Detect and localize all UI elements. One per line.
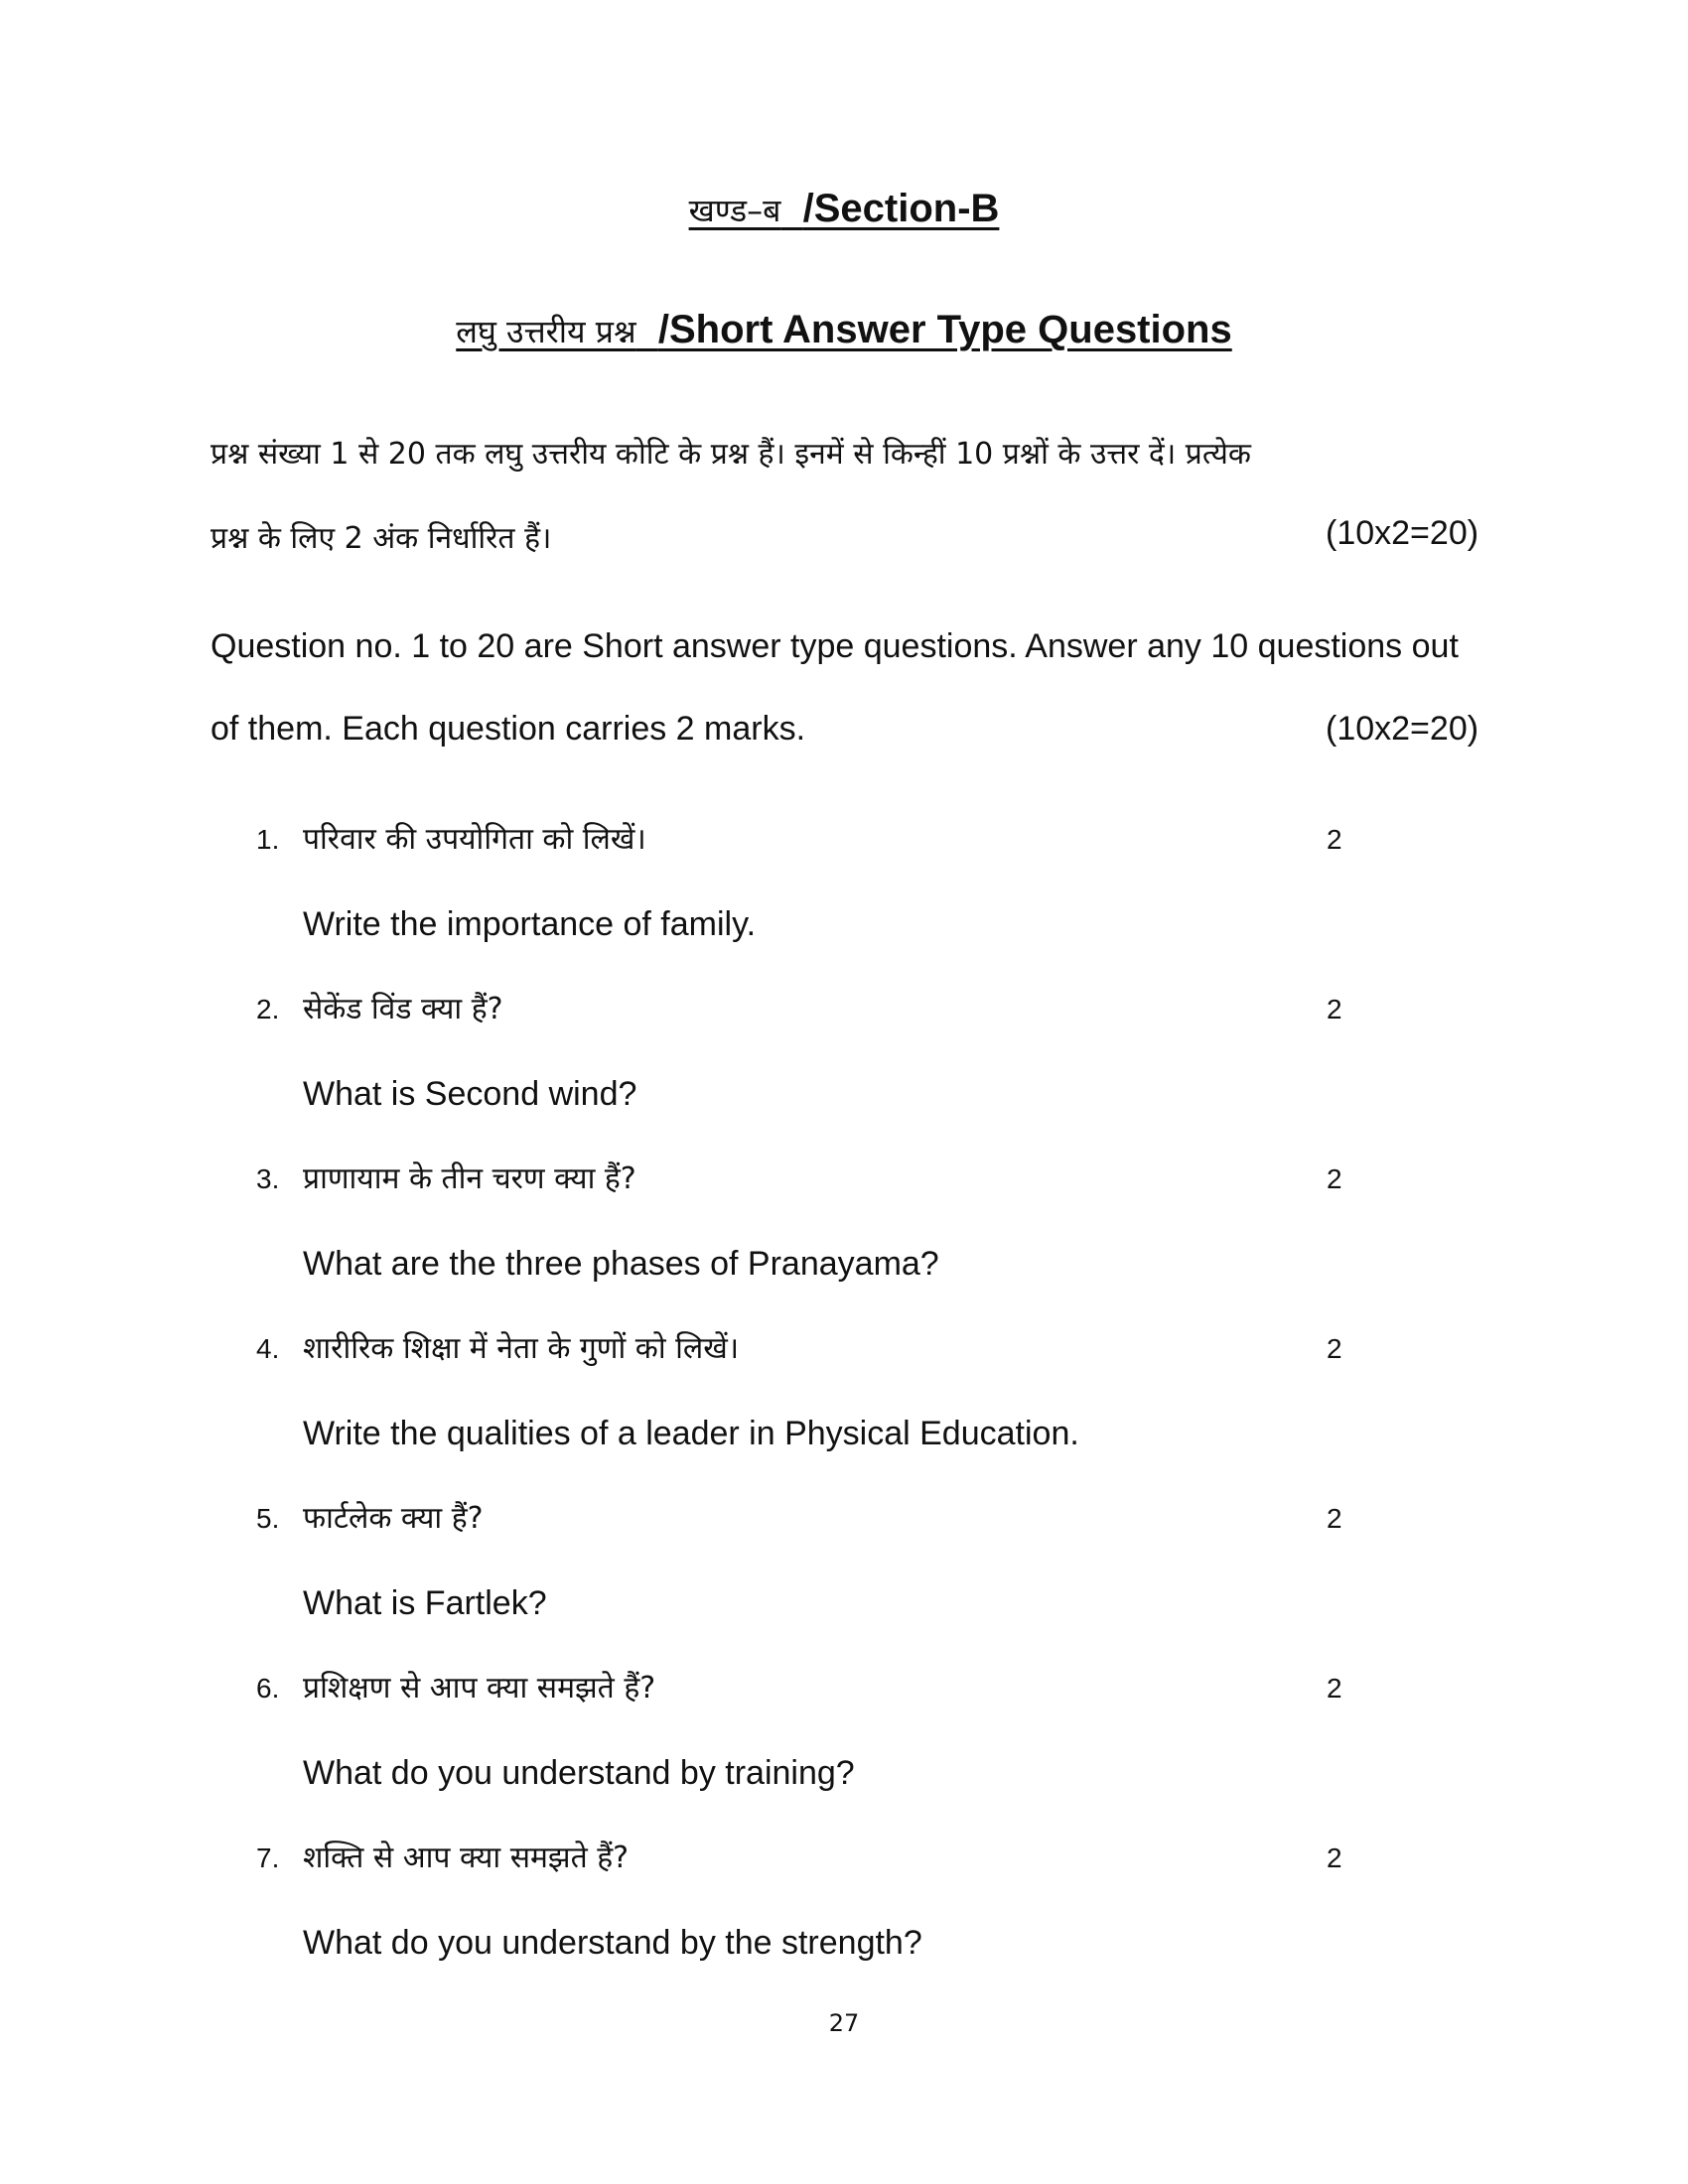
instructions-english-line1: Question no. 1 to 20 are Short answer type questions. Answer any 10 questions out bbox=[211, 627, 1459, 665]
question-english: What do you understand by training? bbox=[303, 1754, 855, 1792]
question-marks: 2 bbox=[1327, 1673, 1342, 1704]
question-english: What do you understand by the strength? bbox=[303, 1924, 922, 1962]
section-heading-hindi: खण्ड–ब bbox=[688, 192, 781, 229]
section-heading bbox=[0, 187, 1688, 231]
question-number: 1. bbox=[256, 824, 280, 855]
question-marks: 2 bbox=[1327, 1843, 1342, 1873]
question-hindi: सेकेंड विंड क्या हैं? bbox=[303, 992, 503, 1026]
question-hindi: शक्ति से आप क्या समझते हैं? bbox=[303, 1841, 630, 1875]
question-english: Write the qualities of a leader in Physical Education. bbox=[303, 1415, 1079, 1452]
question-marks: 2 bbox=[1327, 1333, 1342, 1364]
subsection-heading bbox=[0, 308, 1688, 352]
instructions-hindi-line1: प्रश्न संख्या 1 से 20 तक लघु उत्तरीय कोटि के प्रश्न हैं। इनमें से किन्हीं 10 प्रश्नों के उत्तर दें। प्रत्येक bbox=[211, 437, 1251, 472]
question-hindi: परिवार की उपयोगिता को लिखें। bbox=[303, 822, 646, 857]
question-marks: 2 bbox=[1327, 824, 1342, 855]
subsection-heading-hindi: लघु उत्तरीय प्रश्न bbox=[456, 313, 636, 350]
question-english: What is Fartlek? bbox=[303, 1584, 547, 1622]
question-number: 3. bbox=[256, 1163, 280, 1194]
subsection-heading-text bbox=[456, 308, 1231, 351]
question-english: What is Second wind? bbox=[303, 1075, 637, 1113]
instructions-hindi-line2: प्रश्न के लिए 2 अंक निर्धारित हैं। bbox=[211, 521, 552, 556]
subsection-heading-english: /Short Answer Type Questions bbox=[657, 308, 1232, 351]
instructions-english-line2: of them. Each question carries 2 marks. bbox=[211, 710, 806, 748]
question-number: 5. bbox=[256, 1503, 280, 1534]
question-number: 7. bbox=[256, 1843, 280, 1873]
question-number: 4. bbox=[256, 1333, 280, 1364]
section-heading-text bbox=[689, 187, 1000, 230]
question-english: What are the three phases of Pranayama? bbox=[303, 1245, 939, 1283]
question-marks: 2 bbox=[1327, 1163, 1342, 1194]
question-hindi: प्राणायाम के तीन चरण क्या हैं? bbox=[303, 1161, 636, 1196]
question-number: 2. bbox=[256, 994, 280, 1024]
section-heading-english: /Section-B bbox=[802, 187, 1000, 230]
instructions-english-marks: (10x2=20) bbox=[1326, 710, 1479, 748]
question-hindi: फार्टलेक क्या हैं? bbox=[303, 1501, 484, 1536]
question-hindi: प्रशिक्षण से आप क्या समझते हैं? bbox=[303, 1671, 656, 1706]
question-number: 6. bbox=[256, 1673, 280, 1704]
instructions-hindi-marks: (10x2=20) bbox=[1326, 514, 1479, 552]
question-marks: 2 bbox=[1327, 994, 1342, 1024]
question-english: Write the importance of family. bbox=[303, 905, 757, 943]
page-number: 27 bbox=[828, 2009, 860, 2037]
question-marks: 2 bbox=[1327, 1503, 1342, 1534]
question-hindi: शारीरिक शिक्षा में नेता के गुणों को लिखें। bbox=[303, 1331, 740, 1366]
